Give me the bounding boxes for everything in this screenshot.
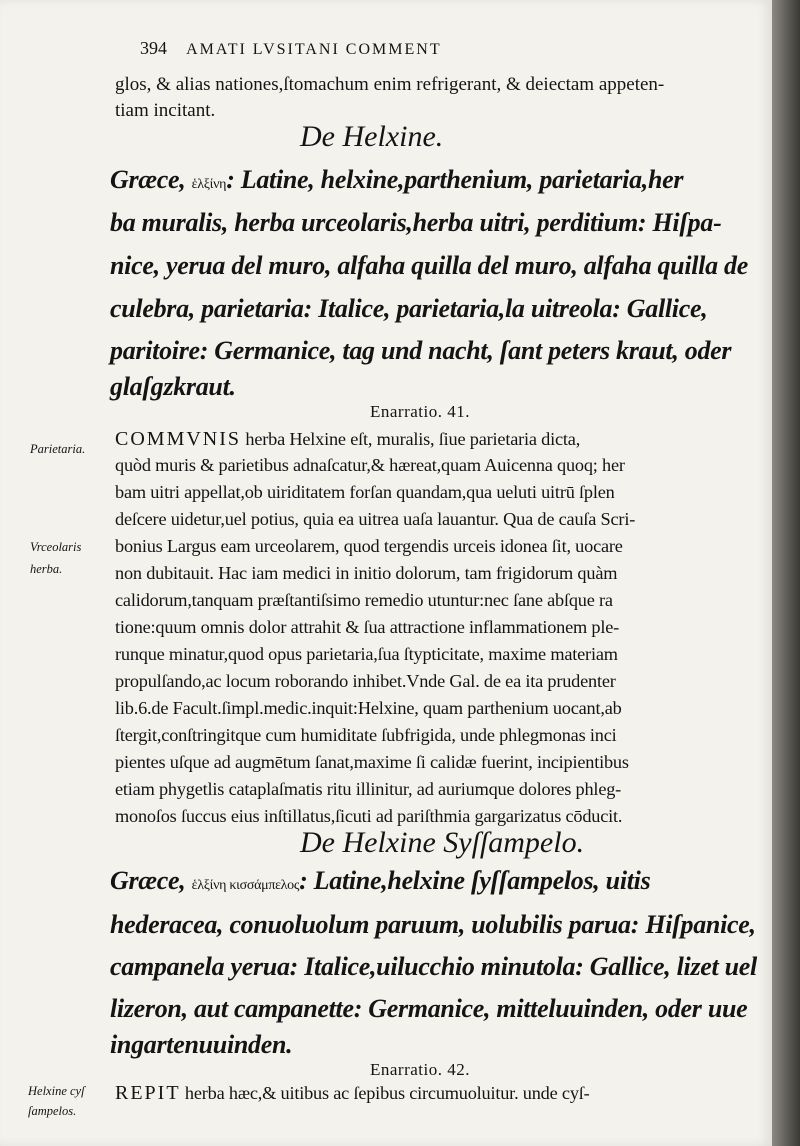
body-text: herba hæc,& uitibus ac ſepibus circumuoluitur. unde cyſ-: [180, 1083, 590, 1103]
page-gutter-shadow: [772, 0, 800, 1146]
body-line: [115, 428, 580, 451]
body-line: non dubitauit. Hac iam medici in initio dolorum, tam frigidorum quàm: [115, 563, 618, 583]
synonym-text: Græce,: [110, 866, 192, 895]
section-heading-helxine: De Helxine.: [300, 120, 444, 153]
body-line: deſcere uidetur,uel potius, quia ea uitrea uaſa lauantur. Qua de cauſa Scri-: [115, 509, 636, 529]
greek-name: ἑλξίνη: [191, 177, 227, 192]
synonym-line: paritoire: Germanice, tag und nacht, ſant peters kraut, oder: [110, 336, 732, 365]
body-line: calidorum,tanquam præſtantiſsimo remedio utuntur:nec ſane abſque ra: [115, 590, 613, 610]
running-title: AMATI LVSITANI COMMENT: [186, 41, 442, 58]
synonym-text: : Latine,helxine ſyſſampelos, uitis: [299, 866, 651, 895]
initial-word: COMMVNIS: [115, 428, 242, 450]
synonym-line: campanela yerua: Italice,uilucchio minutola: Gallice, lizet uel: [110, 952, 757, 981]
synonym-text: : Latine, helxine,parthenium, parietaria,her: [226, 165, 684, 194]
body-line: runque minatur,quod opus parietaria,ſua ſtypticitate, maxime materiam: [115, 644, 618, 664]
synonym-line: ingartenuuinden.: [110, 1030, 293, 1059]
margin-note: Helxine cyſ: [28, 1084, 85, 1098]
synonym-line: [110, 165, 683, 195]
margin-note: Parietaria.: [30, 442, 86, 456]
body-line: lib.6.de Facult.ſimpl.medic.inquit:Helxine, quam parthenium uocant,ab: [115, 698, 622, 718]
body-line: etiam phygetlis cataplaſmatis ritu illinitur, ad auriumque dolores phleg-: [115, 779, 622, 799]
synonym-line: ba muralis, herba urceolaris,herba uitri, perditium: Hiſpa-: [110, 208, 722, 237]
body-line: [115, 1082, 590, 1105]
body-line: pientes uſque ad augmētum ſanat,maxime ſi calidæ fuerint, incipientibus: [115, 752, 629, 772]
section-heading-helxine-syssampelo: De Helxine Syſſampelo.: [300, 826, 585, 859]
body-line: bam uitri appellat,ob uiriditatem forſan quandam,qua ueluti uitrū ſplen: [115, 482, 615, 502]
greek-name: ἑλξίνη κισσάμπελος: [191, 878, 300, 893]
body-line: ſtergit,conſtringitque cum humiditate ſubfrigida, unde phlegmonas inci: [115, 725, 617, 745]
body-text: herba Helxine eſt, muralis, ſiue parietaria dicta,: [241, 429, 581, 449]
enarratio-label: Enarratio. 42.: [370, 1060, 470, 1079]
initial-word: REPIT: [115, 1082, 181, 1104]
synonym-line: lizeron, aut campanette: Germanice, mitteluuinden, oder uue: [110, 994, 748, 1023]
page-number: 394: [140, 38, 167, 58]
synonym-line: [110, 866, 650, 896]
body-line: bonius Largus eam urceolarem, quod tergendis urceis idonea ſit, uocare: [115, 536, 623, 556]
continuation-line-2: tiam incitant.: [115, 100, 216, 121]
body-line: propulſando,ac locum roborando inhibet.Vnde Gal. de ea ita prudenter: [115, 671, 616, 691]
page-header: [140, 38, 660, 59]
synonym-text: Græce,: [110, 165, 192, 194]
body-line: quòd muris & parietibus adnaſcatur,& hæreat,quam Auicenna quoq; her: [115, 455, 625, 475]
synonym-line: glaſgzkraut.: [110, 372, 236, 401]
body-line: tione:quum omnis dolor attrahit & ſua attractione inflammationem ple-: [115, 617, 620, 637]
continuation-line-1: glos, & alias nationes,ſtomachum enim refrigerant, & deiectam appeten-: [115, 74, 665, 95]
body-line: monoſos ſuccus eius inſtillatus,ſicuti ad pariſthmia gargarizatus cōducit.: [115, 806, 623, 826]
margin-note: herba.: [30, 562, 63, 576]
margin-note: ſampelos.: [28, 1104, 77, 1118]
synonym-line: nice, yerua del muro, alfaha quilla del muro, alfaha quilla de: [110, 251, 748, 280]
enarratio-label: Enarratio. 41.: [370, 402, 470, 421]
margin-note: Vrceolaris: [30, 540, 82, 554]
synonym-line: culebra, parietaria: Italice, parietaria,la uitreola: Gallice,: [110, 294, 708, 323]
synonym-line: hederacea, conuoluolum paruum, uolubilis parua: Hiſpanice,: [110, 910, 756, 939]
